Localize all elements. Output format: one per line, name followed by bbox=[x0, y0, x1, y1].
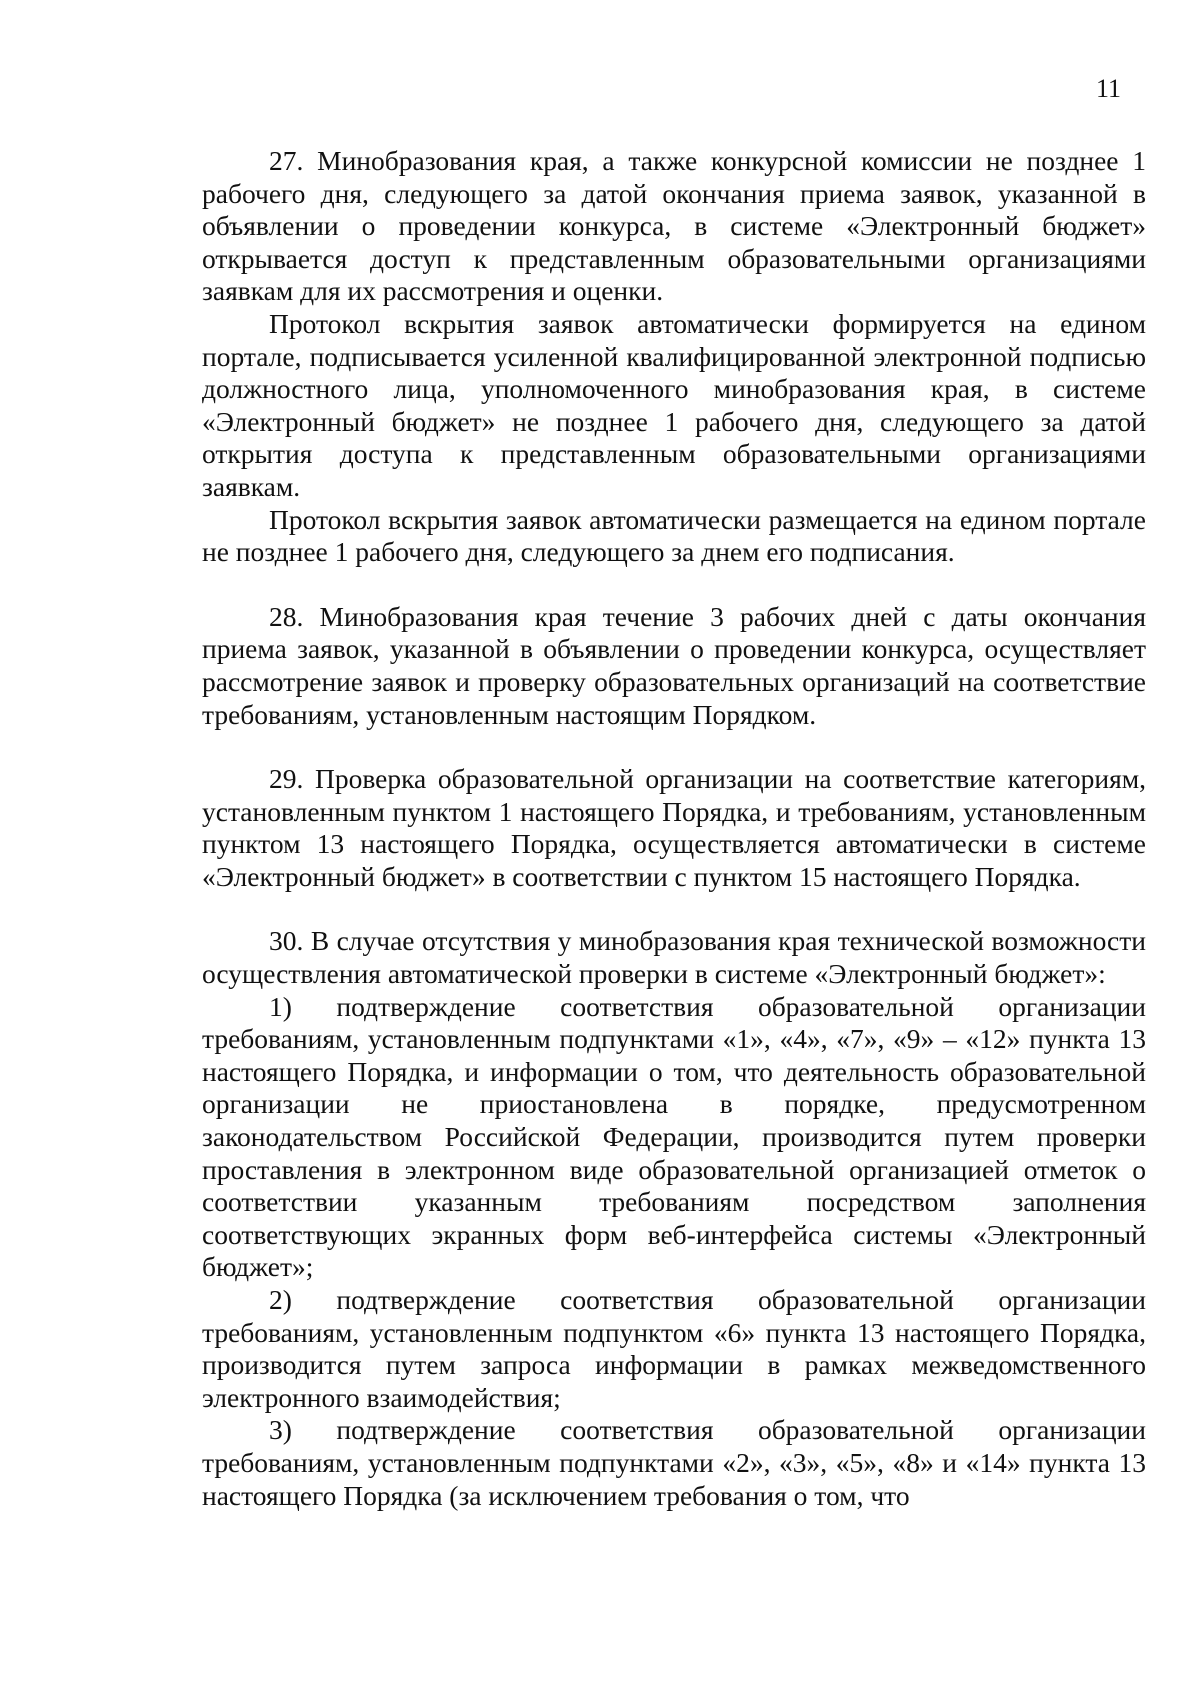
paragraph-30-item-1: 1) подтверждение соответствия образовательной организации требованиям, установленным подпунктами «1», «4», «7», «9» – «12» пункта 13 настоящего Порядка, и информации о том, что деятельность образовательной организации не приостановлена в порядке, предусмотренном законодательством Российской Федерации, производится путем проверки проставления в электронном виде образовательной организацией отметок о соответствии указанным требованиям посредством заполнения соответствующих экранных форм веб-интерфейса системы «Электронный бюджет»; bbox=[202, 990, 1146, 1283]
paragraph-27-protocol-formation: Протокол вскрытия заявок автоматически формируется на едином портале, подписывается усиленной квалифицированной электронной подписью должностного лица, уполномоченного минобразования края, в системе «Электронный бюджет» не позднее 1 рабочего дня, следующего за датой открытия доступа к представленным образовательными организациями заявкам. bbox=[202, 307, 1146, 502]
paragraph-30: 30. В случае отсутствия у минобразования края технической возможности осуществления автоматической проверки в системе «Электронный бюджет»: bbox=[202, 925, 1146, 990]
paragraph-29: 29. Проверка образовательной организации на соответствие категориям, установленным пунктом 1 настоящего Порядка, и требованиям, установленным пунктом 13 настоящего Порядка, осуществляется автоматически в системе «Электронный бюджет» в соответствии с пунктом 15 настоящего Порядка. bbox=[202, 763, 1146, 892]
paragraph-27: 27. Минобразования края, а также конкурсной комиссии не позднее 1 рабочего дня, следующего за датой окончания приема заявок, указанной в объявлении о проведении конкурса, в системе «Электронный бюджет» открывается доступ к представленным образовательными организациями заявкам для их рассмотрения и оценки. bbox=[202, 145, 1146, 307]
paragraph-27-protocol-placement: Протокол вскрытия заявок автоматически размещается на едином портале не позднее 1 рабочего дня, следующего за днем его подписания. bbox=[202, 503, 1146, 568]
document-body bbox=[202, 145, 1146, 1512]
paragraph-30-item-3: 3) подтверждение соответствия образовательной организации требованиям, установленным подпунктами «2», «3», «5», «8» и «14» пункта 13 настоящего Порядка (за исключением требования о том, что bbox=[202, 1414, 1146, 1511]
paragraph-30-item-2: 2) подтверждение соответствия образовательной организации требованиям, установленным подпунктом «6» пункта 13 настоящего Порядка, производится путем запроса информации в рамках межведомственного электронного взаимодействия; bbox=[202, 1284, 1146, 1413]
paragraph-28: 28. Минобразования края течение 3 рабочих дней с даты окончания приема заявок, указанной в объявлении о проведении конкурса, осуществляет рассмотрение заявок и проверку образовательных организаций на соответствие требованиям, установленным настоящим Порядком. bbox=[202, 600, 1146, 730]
page-number: 11 bbox=[1095, 74, 1121, 103]
